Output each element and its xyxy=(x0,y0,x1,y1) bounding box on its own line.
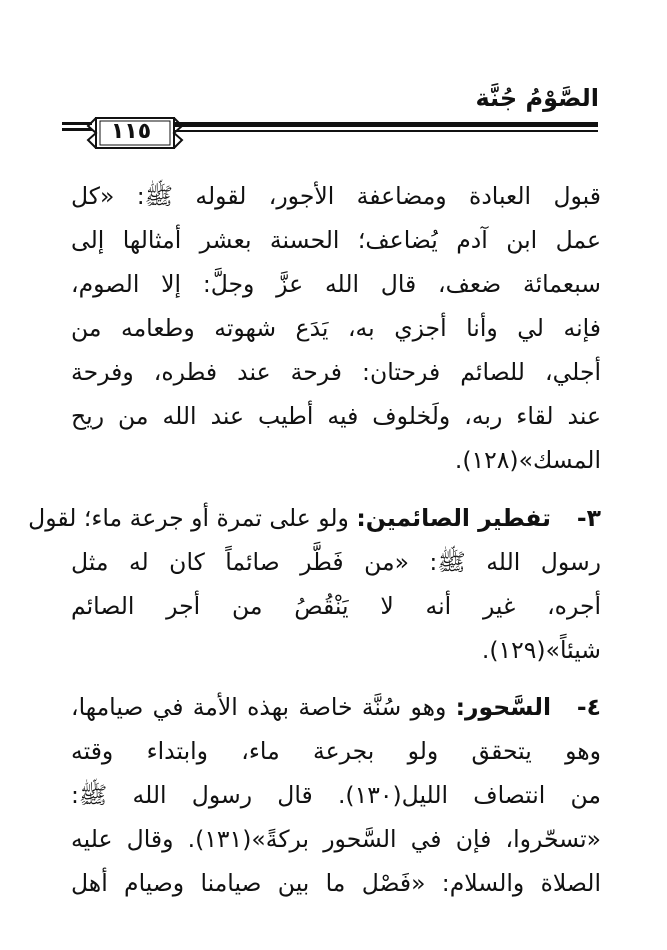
running-title: الصَّوْمُ جُنَّة xyxy=(475,84,599,112)
item-number: ٤- xyxy=(576,693,601,721)
text-line: سبعمائة ضعف، قال الله عزَّ وجلَّ: إلا الصوم، xyxy=(71,270,601,298)
text-line: من انتصاف الليل(١٣٠). قال رسول الله ﷺ: xyxy=(71,781,601,809)
text-line: فإنه لي وأنا أجزي به، يَدَع شهوته وطعامه من xyxy=(71,314,601,342)
text-line: عمل ابن آدم يُضاعف؛ الحسنة بعشر أمثالها إلى xyxy=(71,226,601,254)
item-body xyxy=(71,729,601,905)
page-number: ١١٥ xyxy=(110,119,152,144)
item-first-line xyxy=(28,496,551,540)
text-line: الصلاة والسلام: «فَصْل ما بين صيامنا وصيام أهل xyxy=(71,869,601,897)
paragraph-1 xyxy=(71,174,601,482)
text-line: شيئاً»(١٢٩). xyxy=(481,636,601,664)
item-first-line xyxy=(71,685,551,729)
text-line: قبول العبادة ومضاعفة الأجور، لقوله ﷺ: «كل xyxy=(71,182,601,210)
text-line: عند لقاء ربه، ولَخلوف فيه أطيب عند الله من ريح xyxy=(71,402,601,430)
item-first-line-text: وهو سُنَّة خاصة بهذه الأمة في صيامها، xyxy=(71,693,456,721)
text-line: رسول الله ﷺ: «من فَطَّر صائماً كان له مثل xyxy=(71,548,601,576)
text-line: أجره، غير أنه لا يَنْقُصُ من أجر الصائم xyxy=(71,592,601,620)
text-line: «تسحّروا، فإن في السَّحور بركةً»(١٣١). وقال عليه xyxy=(71,825,602,853)
text-line: وهو يتحقق ولو بجرعة ماء، وابتداء وقته xyxy=(71,737,601,765)
item-term: السَّحور: xyxy=(455,693,551,721)
item-number: ٣- xyxy=(576,504,601,532)
text-line: أجلي، للصائم فرحتان: فرحة عند فطره، وفرحة xyxy=(71,358,601,386)
item-first-line-text: ولو على تمرة أو جرعة ماء؛ لقول xyxy=(28,504,357,532)
text-line: المسك»(١٢٨). xyxy=(454,446,601,474)
item-term: تفطير الصائمين: xyxy=(356,504,551,532)
item-body xyxy=(71,540,601,672)
